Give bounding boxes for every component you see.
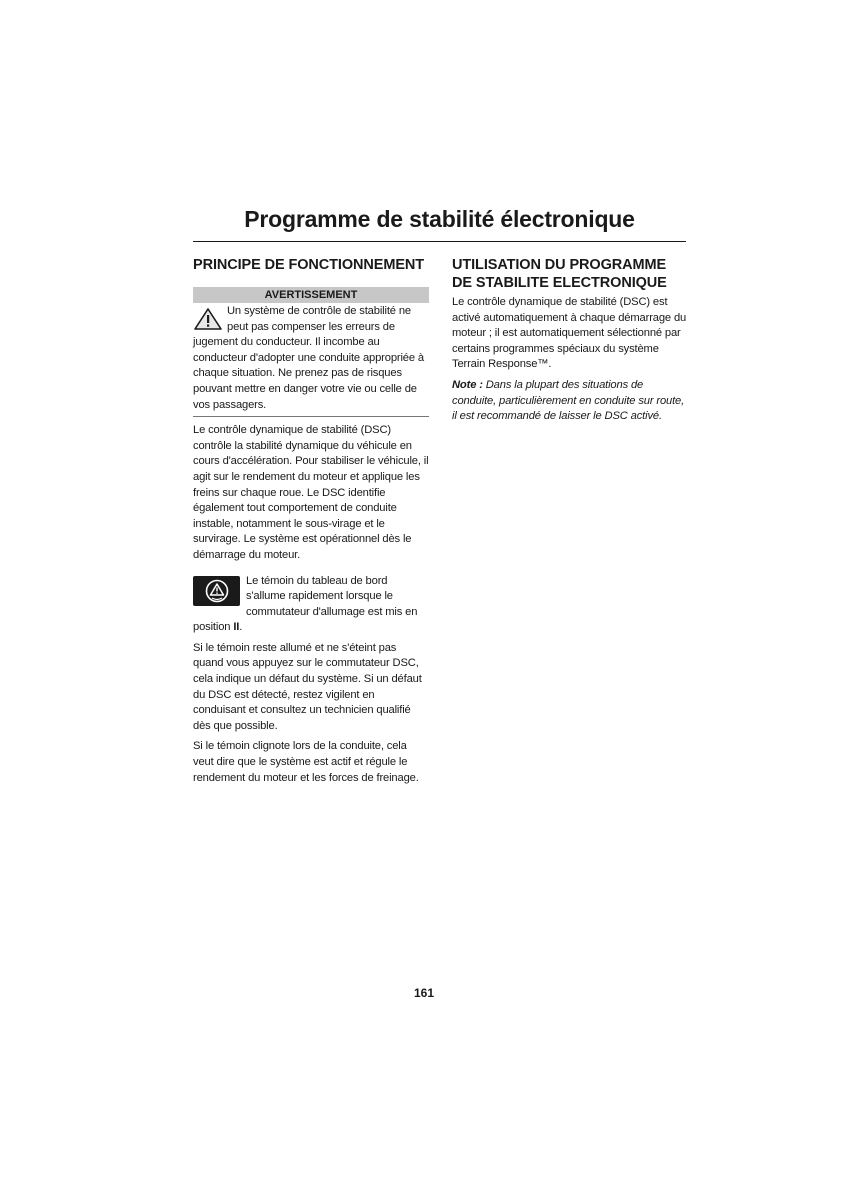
- note-label: Note :: [452, 378, 483, 391]
- left-column: [193, 256, 429, 786]
- warning-box: [193, 303, 429, 417]
- section-heading-usage: UTILISATION DU PROGRAMME DE STABILITE ELECTRONIQUE: [452, 257, 667, 291]
- paragraph-lamp-flashes: Si le témoin clignote lors de la conduite, cela veut dire que le système est actif et régule le rendement du moteur et les forces de freinage.: [193, 740, 419, 784]
- page-number: 161: [413, 986, 435, 1000]
- warning-header: AVERTISSEMENT: [193, 287, 429, 303]
- paragraph-dsc-activation: Le contrôle dynamique de stabilité (DSC) est activé automatiquement à chaque démarrage du moteur ; il est automatiquement sélectionné par certains programmes spéciaux du système Terrain Response™.: [452, 296, 687, 371]
- lamp-text: Le témoin du tableau de bord s'allume rapidement lorsque le commutateur d'allumage est mis en position: [193, 574, 418, 634]
- right-column: [452, 256, 688, 425]
- page-title: Programme de stabilité électronique: [244, 206, 635, 232]
- warning-text: Un système de contrôle de stabilité ne peut pas compenser les erreurs de jugement du conducteur. Il incombe au conducteur d'adopter une conduite appropriée à chaque situation. Ne prenez pas de risques pouvant mettre en danger votre vie ou celle de vos passagers.: [193, 305, 424, 411]
- note-text: Dans la plupart des situations de conduite, particulièrement en conduite sur route, il est recommandé de laisser le DSC activé.: [452, 378, 685, 423]
- ignition-position: II: [233, 621, 240, 634]
- lamp-paragraph: [193, 574, 429, 636]
- dsc-warning-lamp-icon: [193, 576, 240, 606]
- note-paragraph: [452, 378, 688, 425]
- paragraph-dsc-description: Le contrôle dynamique de stabilité (DSC) contrôle la stabilité dynamique du véhicule en cours d'accélération. Pour stabiliser le véhicule, il agit sur le rendement du moteur et applique les freins sur chaque roue. Le DSC identifie également tout comportement de conduite instable, notamment le sous-virage et le survirage. Le système est opérationnel dès le démarrage du moteur.: [193, 424, 429, 561]
- paragraph-lamp-stays-on: Si le témoin reste allumé et ne s'éteint pas quand vous appuyez sur le commutateur DSC, cela indique un défaut du système. Si un défaut du DSC est détecté, restez vigilent en conduisant et consultez un technicien qualifié dès que possible.: [193, 641, 422, 732]
- title-divider: [193, 241, 686, 242]
- warning-triangle-icon: [193, 307, 223, 331]
- section-heading-principle: PRINCIPE DE FONCTIONNEMENT: [193, 257, 425, 273]
- lamp-text-end: .: [239, 621, 243, 634]
